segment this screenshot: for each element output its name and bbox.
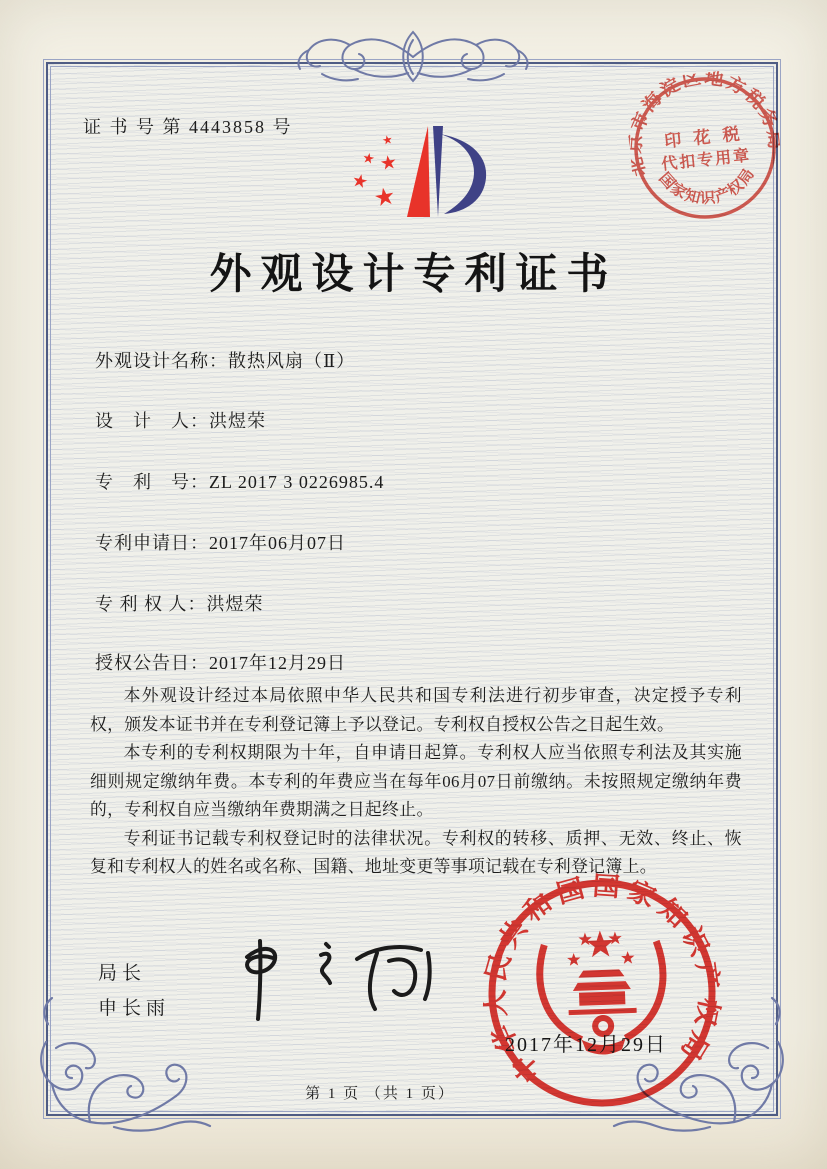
field-value: 散热风扇（Ⅱ）	[228, 351, 356, 371]
field-designer	[95, 407, 266, 433]
field-label: 专 利 权 人：	[95, 594, 207, 614]
field-design-name	[95, 347, 355, 373]
tax-seal-line2: 代扣专用章	[660, 147, 752, 174]
field-label: 设 计 人：	[95, 411, 209, 431]
logo-star-icon: ★	[350, 169, 371, 193]
field-label: 授权公告日：	[95, 653, 209, 673]
field-patentee	[95, 590, 264, 616]
cnipa-logo	[338, 120, 488, 225]
tax-seal-arc-top: 北京市海淀区地方税务局	[624, 67, 786, 179]
certificate-number: 证 书 号 第 4443858 号	[83, 117, 293, 137]
tax-seal-line1: 印 花 税	[663, 123, 745, 152]
field-value: 2017年06月07日	[209, 533, 346, 553]
field-application-date	[95, 529, 346, 555]
signer-name: 申长雨	[98, 998, 171, 1019]
body-paragraph: 专利证书记载专利权登记时的法律状况。专利权的转移、质押、无效、终止、恢复和专利权人的姓名或名称、国籍、地址变更等事项记载在专利登记簿上。	[90, 828, 742, 876]
field-label: 外观设计名称：	[95, 351, 228, 371]
field-value: ZL 2017 3 0226985.4	[209, 472, 385, 492]
logo-star-icon: ★	[378, 151, 399, 176]
seal-date: 2017年12月29日	[505, 1034, 667, 1056]
cnipa-official-seal	[478, 869, 726, 1117]
page-footer: 第 1 页 （共 1 页）	[305, 1086, 455, 1102]
tax-stamp-seal	[623, 66, 788, 231]
signer-title: 局长	[98, 963, 147, 984]
field-grant-date	[95, 649, 346, 675]
field-value: 2017年12月29日	[209, 653, 346, 673]
logo-star-icon: ★	[380, 132, 395, 148]
field-patent-number	[95, 468, 384, 494]
body-paragraph: 本外观设计经过本局依照中华人民共和国专利法进行初步审查，决定授予专利权，颁发本证书并在专利登记簿上予以登记。专利权自授权公告之日起生效。	[90, 686, 742, 734]
official-seal-arc-text: 中华人民共和国国家知识产权局	[480, 871, 724, 1088]
certificate-body	[90, 682, 742, 882]
field-value: 洪煜荣	[206, 594, 264, 614]
director-signature	[225, 935, 445, 1035]
body-paragraph: 本专利的专利权期限为十年，自申请日起算。专利权人应当依照专利法及其实施细则规定缴纳年费。本专利的年费应当在每年06月07日前缴纳。未按照规定缴纳年费的，专利权自应当缴纳年费期满之日起终止。	[90, 743, 742, 819]
field-value: 洪煜荣	[209, 411, 266, 431]
field-label: 专 利 号：	[95, 472, 209, 492]
certificate-title: 外观设计专利证书	[209, 252, 618, 298]
logo-star-icon: ★	[371, 183, 398, 213]
tax-seal-arc-bottom: 国家知识产权局	[655, 166, 758, 208]
field-label: 专利申请日：	[95, 533, 209, 553]
logo-star-icon: ★	[360, 151, 376, 168]
top-flourish-ornament	[288, 24, 538, 90]
